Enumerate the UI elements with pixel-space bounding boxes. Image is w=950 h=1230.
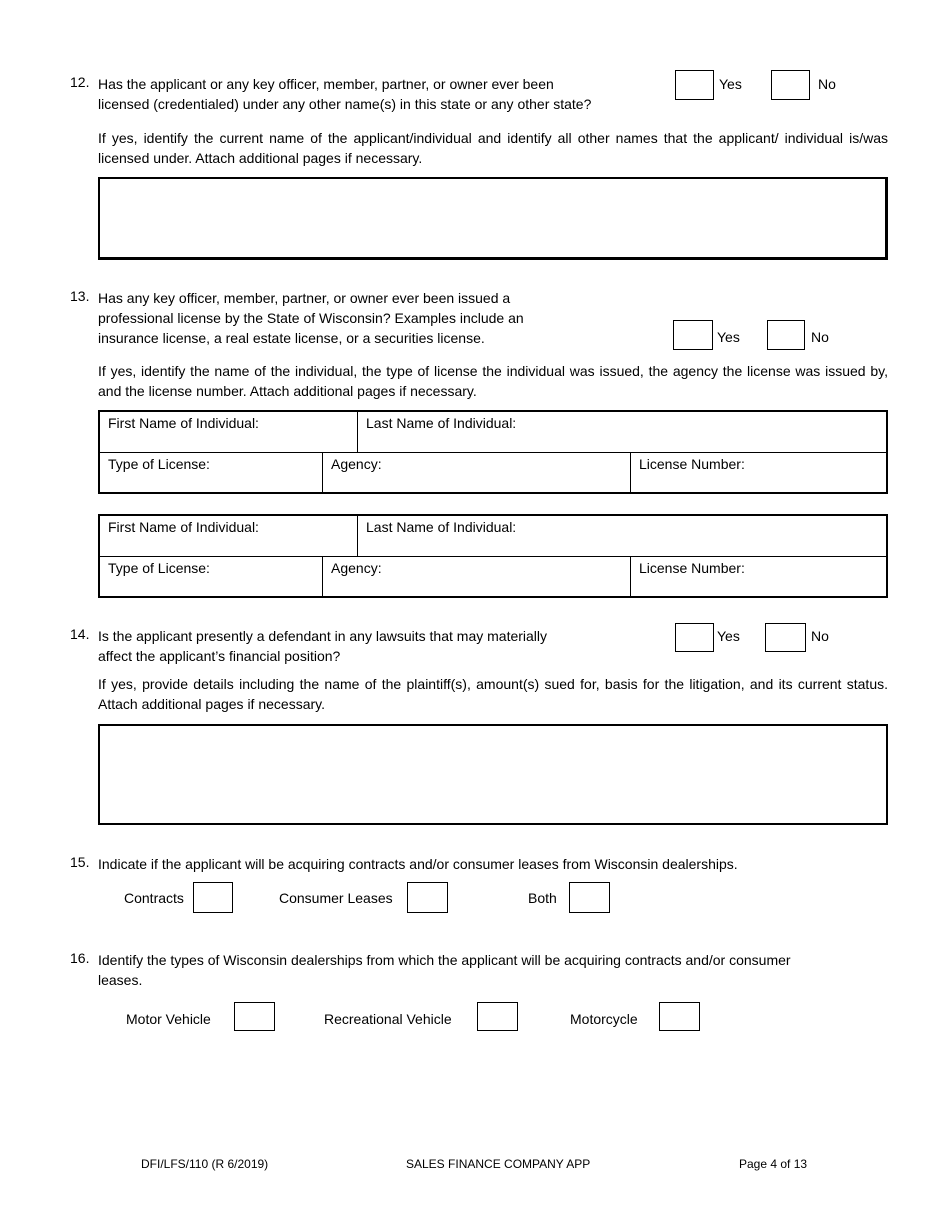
last-name-label: Last Name of Individual: <box>366 519 517 535</box>
question-text: Is the applicant presently a defendant in any lawsuits that may materially <box>98 628 548 644</box>
instruction-text: If yes, identify the current name of the applicant/individual and identify all other names that the applicant/ individual is/was licensed under. Attach additional pages if necessary. <box>98 130 888 166</box>
question-text: professional license by the State of Wisconsin? Examples include an <box>98 310 524 326</box>
yes-label: Yes <box>717 628 740 644</box>
motor-vehicle-label: Motor Vehicle <box>126 1011 211 1027</box>
question-text: Has any key officer, member, partner, or owner ever been issued a <box>98 290 511 306</box>
question-text: licensed (credentialed) under any other name(s) in this state or any other state? <box>98 96 592 112</box>
motorcycle-label: Motorcycle <box>570 1011 638 1027</box>
agency-label: Agency: <box>331 456 382 472</box>
yes-label: Yes <box>719 76 742 92</box>
consumer-leases-checkbox[interactable] <box>407 882 448 913</box>
question-number: 12. <box>70 74 90 90</box>
contracts-label: Contracts <box>124 890 184 906</box>
question-text: Indicate if the applicant will be acquiring contracts and/or consumer leases from Wisconsin dealerships. <box>98 856 738 872</box>
question-number: 15. <box>70 854 90 870</box>
instruction-text: If yes, provide details including the name of the plaintiff(s), amount(s) sued for, basis for the litigation, and its current status. Attach additional pages if necessary. <box>98 676 888 712</box>
no-label: No <box>811 329 829 345</box>
question-text: leases. <box>98 972 143 988</box>
recreational-vehicle-checkbox[interactable] <box>477 1002 518 1031</box>
contracts-checkbox[interactable] <box>193 882 233 913</box>
lawsuit-details-field[interactable] <box>98 724 888 825</box>
license-type-label: Type of License: <box>108 456 210 472</box>
first-name-label: First Name of Individual: <box>108 415 259 431</box>
instruction-text: If yes, identify the name of the individual, the type of license the individual was issued, the agency the license was issued by, and the license number. Attach additional pages if necessary. <box>98 363 888 399</box>
license-table-1 <box>98 410 888 494</box>
question-text: Has the applicant or any key officer, member, partner, or owner ever been <box>98 76 554 92</box>
question-number: 14. <box>70 626 90 642</box>
yes-label: Yes <box>717 329 740 345</box>
question-number: 13. <box>70 288 90 304</box>
no-checkbox[interactable] <box>771 70 810 100</box>
yes-checkbox[interactable] <box>673 320 713 350</box>
no-label: No <box>811 628 829 644</box>
page-number: Page 4 of 13 <box>739 1157 808 1171</box>
yes-checkbox[interactable] <box>675 70 714 100</box>
motor-vehicle-checkbox[interactable] <box>234 1002 275 1031</box>
lawsuit-details-input[interactable] <box>100 726 890 827</box>
no-label: No <box>818 76 836 92</box>
license-number-label: License Number: <box>639 560 745 576</box>
form-id: DFI/LFS/110 (R 6/2019) <box>141 1157 269 1171</box>
yes-checkbox[interactable] <box>675 623 714 652</box>
no-checkbox[interactable] <box>767 320 805 350</box>
question-number: 16. <box>70 950 90 966</box>
license-type-label: Type of License: <box>108 560 210 576</box>
question-text: affect the applicant’s financial position? <box>98 648 341 664</box>
recreational-vehicle-label: Recreational Vehicle <box>324 1011 452 1027</box>
motorcycle-checkbox[interactable] <box>659 1002 700 1031</box>
consumer-leases-label: Consumer Leases <box>279 890 393 906</box>
license-number-label: License Number: <box>639 456 745 472</box>
question-text: insurance license, a real estate license, or a securities license. <box>98 330 485 346</box>
question-text: Identify the types of Wisconsin dealerships from which the applicant will be acquiring contracts and/or consumer <box>98 952 791 968</box>
other-names-field[interactable] <box>98 177 888 260</box>
no-checkbox[interactable] <box>765 623 806 652</box>
both-checkbox[interactable] <box>569 882 610 913</box>
first-name-label: First Name of Individual: <box>108 519 259 535</box>
form-title: SALES FINANCE COMPANY APP <box>406 1157 591 1171</box>
both-label: Both <box>528 890 557 906</box>
agency-label: Agency: <box>331 560 382 576</box>
other-names-input[interactable] <box>100 179 889 261</box>
last-name-label: Last Name of Individual: <box>366 415 517 431</box>
license-table-2 <box>98 514 888 598</box>
